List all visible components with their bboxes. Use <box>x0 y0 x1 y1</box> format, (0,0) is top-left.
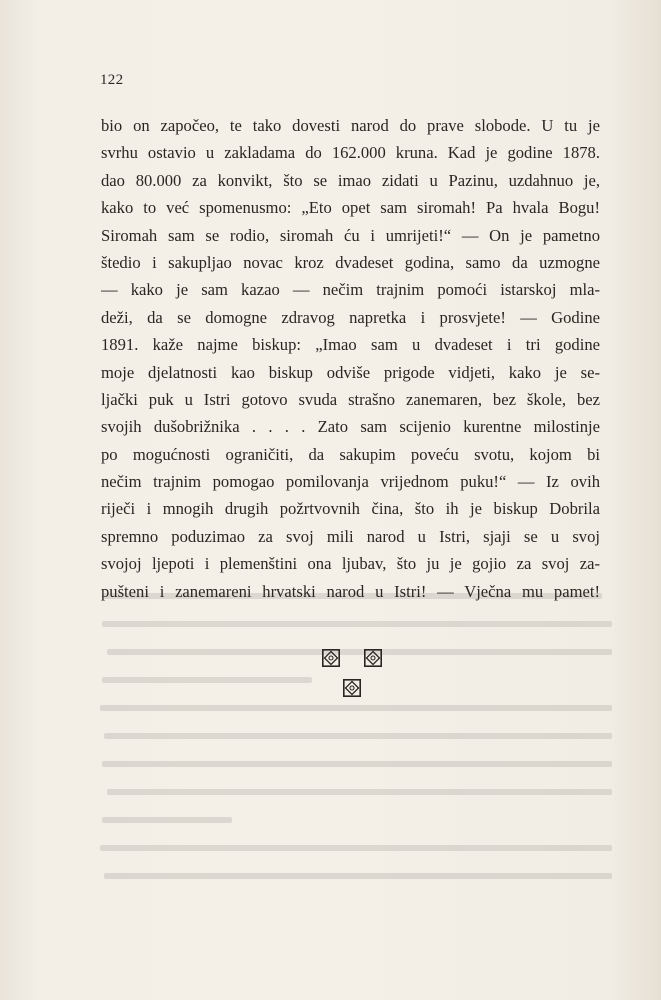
text-line: svojoj ljepoti i plemenštini ona ljubav, što ju je gojio za svoj za- <box>101 554 600 574</box>
square-rosette-ornament-icon <box>322 649 340 667</box>
text-line: moje djelatnosti kao biskup odviše prigode vidjeti, kako je se- <box>101 362 600 382</box>
text-line: nečim trajnim pomogao pomilovanja vrijednom puku!“ — Iz ovih <box>101 472 600 492</box>
show-through-texture <box>92 585 612 905</box>
text-line: 1891. kaže najme biskup: „Imao sam u dvadeset i tri godine <box>101 335 600 355</box>
ornament-group <box>0 647 661 707</box>
text-line: Siromah sam se rodio, siromah ću i umrijeti!“ — On je pametno <box>101 225 600 245</box>
text-line: spremno poduzimao za svoj mili narod u Istri, sjaji se u svoj <box>101 526 600 546</box>
text-line: deži, da se domogne zdravog napretka i prosvjete! — Godine <box>101 307 600 327</box>
text-line: bio on započeo, te tako dovesti narod do prave slobode. U tu je <box>101 116 600 135</box>
text-line: riječi i mnogih drugih požrtvovnih čina, što ih je biskup Dobrila <box>101 499 600 519</box>
text-line: dao 80.000 za konvikt, što se imao zidati u Pazinu, uzdahnuo je, <box>101 170 600 190</box>
text-line: kako to već spomenusmo: „Eto opet sam siromah! Pa hvala Bogu! <box>101 198 600 218</box>
text-line: ljački puk u Istri gotovo svuda strašno zanemaren, bez škole, bez <box>101 389 600 409</box>
page-number: 122 <box>100 72 124 88</box>
square-rosette-ornament-icon <box>364 649 382 667</box>
square-rosette-ornament-icon <box>343 679 361 697</box>
body-paragraph <box>101 112 600 605</box>
text-line: štedio i sakupljao novac kroz dvadeset godina, samo da uzmogne <box>101 252 600 272</box>
text-line: pušteni i zanemareni hrvatski narod u Istri! — Vječna mu pamet! <box>101 581 600 601</box>
text-line: po mogućnosti ograničiti, da sakupim poveću svotu, kojom bi <box>101 444 600 464</box>
text-line: — kako je sam kazao — nečim trajnim pomoći istarskoj mla- <box>101 280 600 300</box>
text-line: svojih dušobrižnika . . . . Zato sam scijenio kurentne milostinje <box>101 417 600 437</box>
show-through-lines <box>92 585 612 905</box>
text-line: svrhu ostavio u zakladama do 162.000 kruna. Kad je godine 1878. <box>101 143 600 163</box>
